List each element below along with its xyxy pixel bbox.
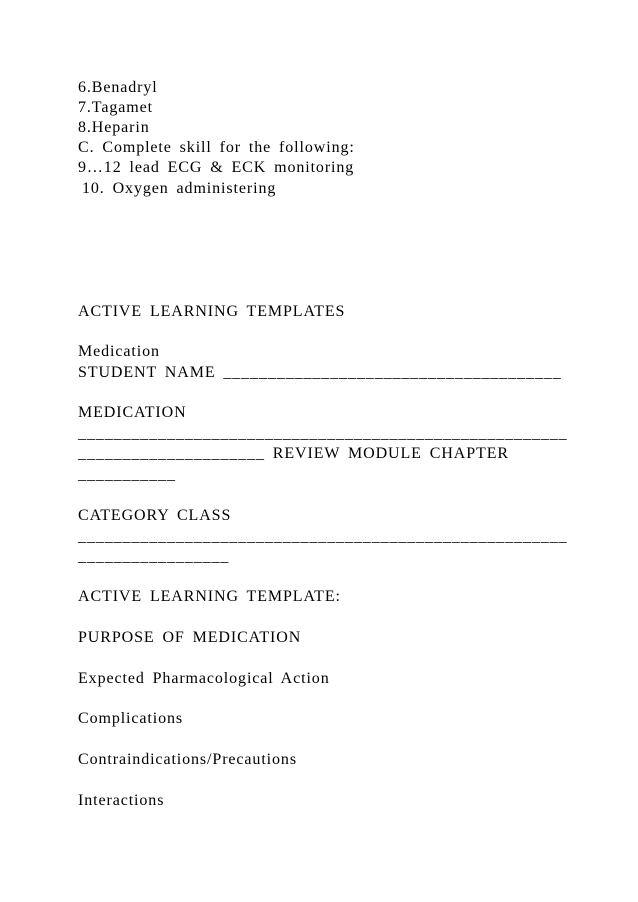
student-name-field: STUDENT NAME ______________________________________	[78, 364, 562, 381]
purpose-heading: PURPOSE OF MEDICATION	[78, 629, 302, 646]
category-blank-line: _______________________________________________________	[78, 528, 568, 545]
expected-action-heading: Expected Pharmacological Action	[78, 670, 330, 687]
interactions-heading: Interactions	[78, 792, 165, 809]
list-item-tagamet: 7.Tagamet	[78, 99, 153, 116]
review-module-chapter-field: _____________________ REVIEW MODULE CHAPTER	[78, 445, 509, 462]
list-item-benadryl: 6.Benadryl	[78, 79, 158, 96]
list-item-ecg-monitoring: 9…12 lead ECG & ECK monitoring	[78, 159, 355, 176]
medication-blank-line: _______________________________________________________	[78, 425, 568, 442]
medication-heading: MEDICATION	[78, 404, 187, 421]
templates-title: ACTIVE LEARNING TEMPLATES	[78, 303, 346, 320]
category-blank-line-short: _________________	[78, 548, 230, 565]
medication-label: Medication	[78, 343, 160, 360]
chapter-blank-line: ___________	[78, 466, 176, 483]
list-item-heparin: 8.Heparin	[78, 119, 150, 136]
list-item-oxygen: 10. Oxygen administering	[82, 180, 277, 197]
contraindications-heading: Contraindications/Precautions	[78, 751, 297, 768]
complications-heading: Complications	[78, 710, 184, 727]
template-heading: ACTIVE LEARNING TEMPLATE:	[78, 588, 341, 605]
category-class-heading: CATEGORY CLASS	[78, 507, 232, 524]
section-c-heading: C. Complete skill for the following:	[78, 139, 355, 156]
